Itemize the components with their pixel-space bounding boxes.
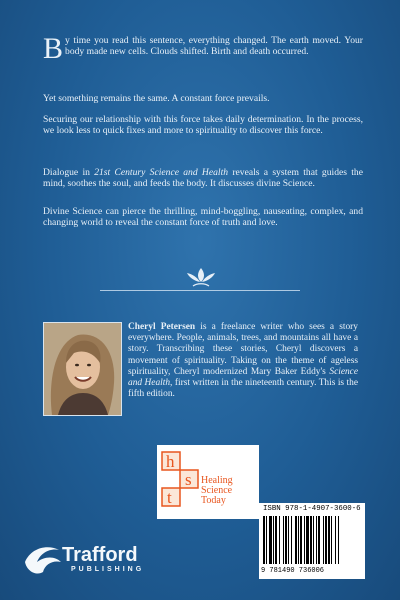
barcode-bar xyxy=(318,516,320,564)
paragraph-intro-text: y time you read this sentence, everything changed. The earth moved. Your body made new cells. Clouds shifted. Birth and death occurred. xyxy=(65,35,363,58)
barcode-bar xyxy=(304,516,305,564)
barcode-bar xyxy=(325,516,327,564)
paragraph-relationship: Securing our relationship with this force takes daily determination. In the process, we look less to quick fixes and more to spirituality to discover this force. xyxy=(43,114,363,137)
divider xyxy=(100,290,300,291)
barcode-bar xyxy=(285,516,287,564)
barcode-digits: 9 781490 736006 xyxy=(261,567,325,575)
paragraph-constant-force: Yet something remains the same. A constant force prevails. xyxy=(43,93,270,104)
barcode-bars xyxy=(263,516,361,564)
barcode-bar xyxy=(338,516,339,564)
barcode-bar xyxy=(335,516,336,564)
hst-word-today: Today xyxy=(201,495,226,506)
bio-book-title: Science and Health xyxy=(128,366,358,389)
barcode-bar xyxy=(331,516,332,564)
barcode-bar xyxy=(279,516,280,564)
author-photo xyxy=(43,322,122,416)
hst-word-science: Science xyxy=(201,485,233,496)
barcode-bar xyxy=(266,516,267,564)
hst-letter-s: s xyxy=(185,470,192,489)
isbn-barcode xyxy=(259,503,365,579)
hst-word-healing: Healing xyxy=(201,475,233,486)
isbn-number: ISBN 978-1-4907-3600-6 xyxy=(263,505,361,513)
barcode-bar xyxy=(283,516,284,564)
barcode-bar xyxy=(298,516,299,564)
author-bio-text: is a freelance writer who sees a story everywhere. People, animals, trees, and mountains all have a story. Transcribing these stories, Cheryl discovers a movement of spirituality. Taking on the theme of ageless spirituality, Cheryl modernized Mary Baker Eddy's xyxy=(128,322,358,377)
barcode-bar xyxy=(269,516,272,564)
publisher-subtitle: PUBLISHING xyxy=(71,566,145,573)
barcode-bar xyxy=(275,516,277,564)
barcode-bar xyxy=(273,516,274,564)
paragraph-dialogue-rest: reveals a system that guides the mind, soothes the soul, and feeds the body. It discusses divine Science. xyxy=(43,167,363,190)
hst-letter-h: h xyxy=(166,452,175,471)
barcode-bar xyxy=(295,516,297,564)
barcode-bar xyxy=(288,516,289,564)
paragraph-divine-science: Divine Science can pierce the thrilling, mind-boggling, nauseating, complex, and changing world to reveal the constant force of truth and love. xyxy=(43,206,363,229)
barcode-bar xyxy=(291,516,292,564)
barcode-bar xyxy=(310,516,312,564)
barcode-bar xyxy=(263,516,265,564)
barcode-bar xyxy=(328,516,330,564)
barcode-bar xyxy=(313,516,314,564)
drop-cap: B xyxy=(43,32,64,65)
healing-science-today-logo xyxy=(157,445,259,519)
author-name: Cheryl Petersen xyxy=(128,322,196,332)
paragraph-dialogue xyxy=(43,167,363,189)
author-portrait xyxy=(44,323,121,415)
publisher-name: Trafford xyxy=(62,544,138,566)
barcode-bar xyxy=(300,516,302,564)
hst-logo-graphic xyxy=(157,445,259,519)
lotus-ornament-icon xyxy=(183,266,219,290)
book-title: 21st Century Science and Health xyxy=(94,167,229,178)
paragraph-intro xyxy=(43,32,363,65)
paragraph-dialogue-lead: Dialogue in xyxy=(43,167,95,178)
author-bio-end: , first written in the nineteenth century. This is the fifth edition. xyxy=(128,378,358,400)
barcode-bar xyxy=(306,516,309,564)
author-bio xyxy=(128,322,358,400)
barcode-bar xyxy=(316,516,317,564)
hst-letter-t: t xyxy=(167,488,172,507)
barcode-bar xyxy=(323,516,324,564)
